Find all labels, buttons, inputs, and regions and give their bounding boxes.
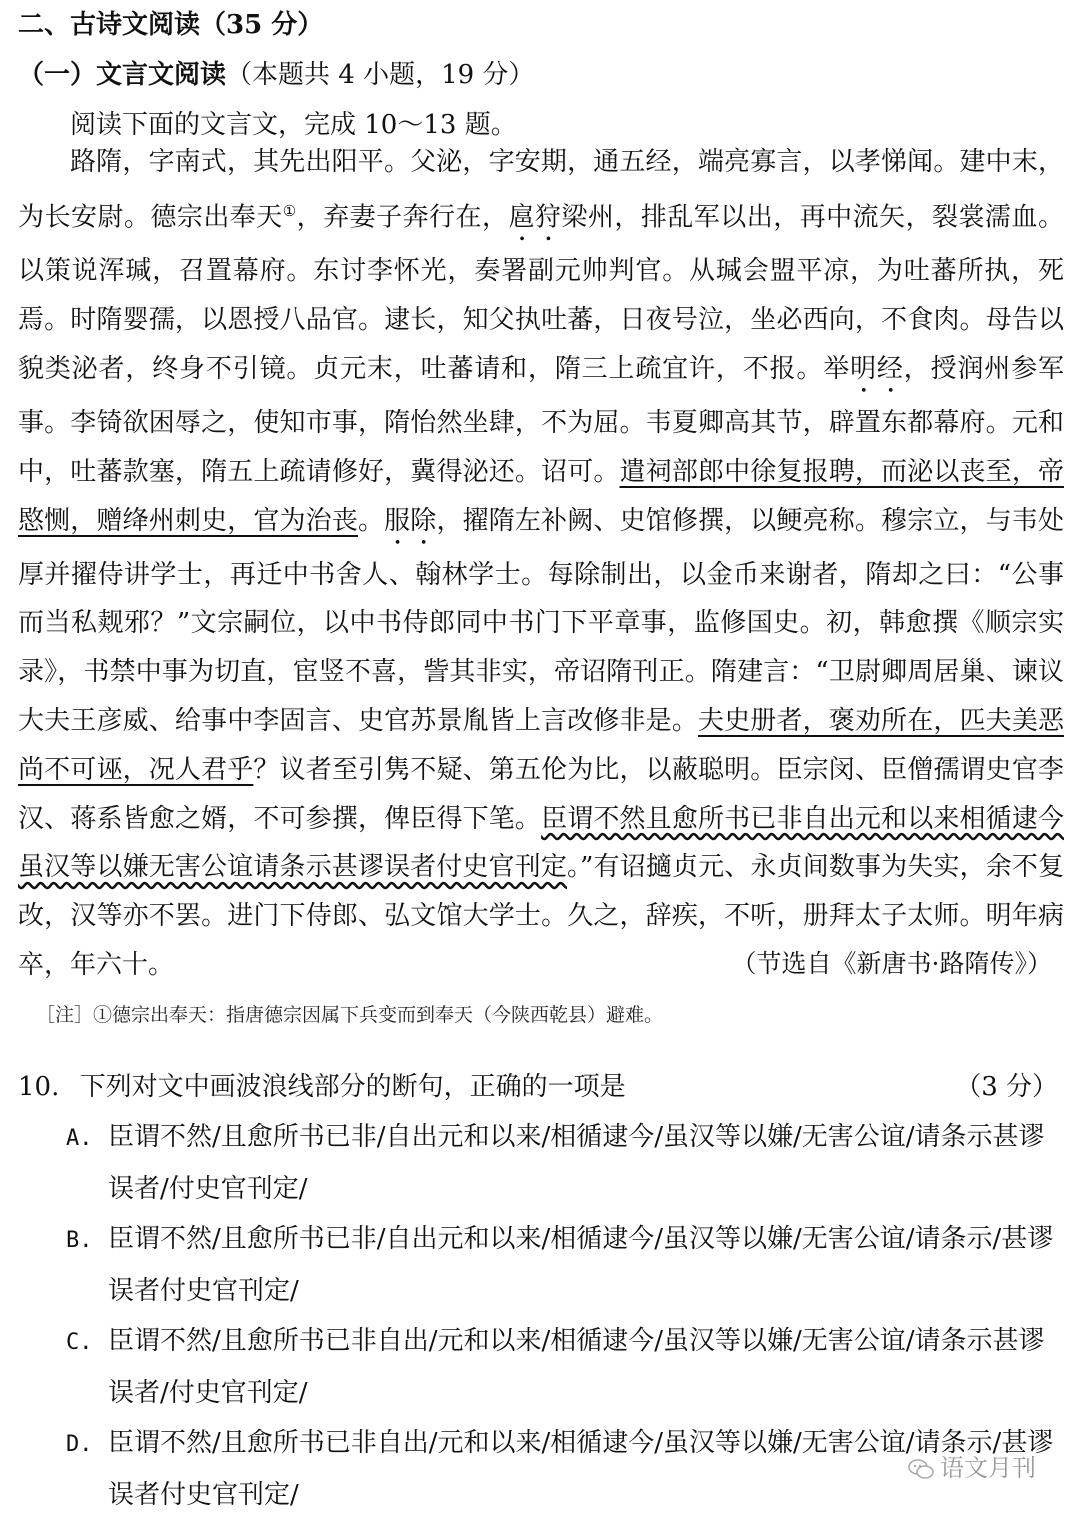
option-text-cont: 误者付史官刊定/: [108, 1276, 299, 1306]
passage-text: 。”有诏擿贞元、永贞间数事为失实，余不复改，汉等亦不罢。进门下侍郎、弘文馆大学士。久之，辞疾，不听，册拜太子太师。明年病卒，年六十。: [18, 852, 1064, 981]
option-label: D.: [66, 1432, 93, 1457]
passage-text: ？议者至引隽不疑、第五伦为比，以蔽聪明。臣宗闵、臣僧孺谓史官李汉、蒋系皆愈之婿，不可参撰，俾臣得下笔。: [18, 754, 1064, 834]
subsection-label: （一）文言文阅读: [18, 60, 227, 90]
wavy-underlined-sentence: 臣谓不然且愈所书已非自出元和以来相循逮今虽汉等以嫌无害公谊请条示甚谬误者付史官刊定: [18, 803, 1064, 883]
option-label: B.: [66, 1228, 93, 1253]
passage-text: 梁州，排乱军以出，再中流矢，裂裳濡血。以策说浑瑊，召置幕府。东讨李怀光，奏署副元帅判官。从瑊会盟平凉，为吐蕃所执，死焉。时隋婴孺，以恩授八品官。逮长，知父执吐蕃，日夜号泣，坐必西向，不食肉。母告以貌类泌者，终身不引镜。贞元末，吐蕃请和，隋三上疏宜许，不报。举: [18, 202, 1064, 385]
option-text: 臣谓不然/且愈所书已非自出/元和以来/相循逮今/虽汉等以嫌/无害公谊/请条示/甚谬: [108, 1428, 1054, 1458]
passage-text: ，弃妻子奔行在，: [296, 202, 509, 233]
subsection-heading: [18, 54, 534, 91]
question-points: （3 分）: [955, 1072, 1058, 1102]
passage-text: 路隋，字南式，其先出阳平。父泌，字安期，通五经，端亮寡言，以孝悌闻。建中末，为长安尉。德宗出奉天: [18, 147, 1064, 233]
option-text-cont: 误者/付史官刊定/: [108, 1378, 308, 1408]
reading-instruction: 阅读下面的文言文，完成 10～13 题。: [70, 110, 517, 140]
question-10: [18, 1066, 1058, 1103]
question-number: 10.: [18, 1072, 60, 1102]
passage-text: ，擢隋左补阙、史馆修撰，以鲠亮称。穆宗立，与韦处厚并擢侍讲学士，再迁中书舍人、翰林学士。每除制出，以金币来谢者，隋却之曰：“公事而当私觌邪？”文宗嗣位，以中书侍郎同中书门下平章事，监修国史。初，韩愈撰《顺宗实录》，书禁中事为切直，宦竖不喜，訾其非实，帝诏隋刊正。隋建言：“卫尉卿周居巢、谏议大夫王彦威、给事中李固言、史官苏景胤皆上言改修非是。: [18, 505, 1064, 737]
wechat-icon: [908, 1458, 934, 1480]
option-text-cont: 误者付史官刊定/: [108, 1480, 299, 1510]
watermark-text: 语文月刊: [940, 1454, 1036, 1482]
option-c[interactable]: [66, 1316, 1066, 1418]
classical-passage: [18, 138, 1064, 990]
underlined-sentence: 遣祠部郎中徐复报聘，而泌以丧至，帝愍恻，赠绛州刺史，官为治丧: [18, 456, 1064, 536]
passage-text: ，授润州参军事。李锜欲困辱之，使知市事，隋怡然坐肆，不为屈。韦夏卿高其节，辟置东都幕府。元和中，吐蕃款塞，隋五上疏请修好，冀得泌还。诏可。: [18, 354, 1064, 487]
option-a[interactable]: [66, 1112, 1066, 1214]
option-text: 臣谓不然/且愈所书已非/自出元和以来/相循逮今/虽汉等以嫌/无害公谊/请条示/甚谬: [108, 1224, 1054, 1254]
option-label: C.: [66, 1330, 93, 1355]
option-label: A.: [66, 1126, 93, 1151]
dotted-word: 扈狩: [508, 202, 562, 233]
question-text: 下列对文中画波浪线部分的断句，正确的一项是: [79, 1072, 626, 1102]
option-b[interactable]: [66, 1214, 1066, 1316]
dotted-word: 明经: [850, 354, 904, 385]
option-text-cont: 误者/付史官刊定/: [108, 1174, 308, 1204]
section-title: 二、古诗文阅读（35 分）: [18, 10, 324, 40]
subsection-detail: （本题共 4 小题，19 分）: [226, 60, 535, 90]
option-text: 臣谓不然/且愈所书已非/自出元和以来/相循逮今/虽汉等以嫌/无害公谊/请条示甚谬: [108, 1122, 1045, 1152]
footnote: ［注］①德宗出奉天：指唐德宗因属下兵变而到奉天（今陕西乾县）避难。: [36, 1004, 664, 1026]
underlined-sentence: 夫史册者，褒劝所在，匹夫美恶尚不可诬，况人君乎: [18, 706, 1064, 785]
option-text: 臣谓不然/且愈所书已非自出/元和以来/相循逮今/虽汉等以嫌/无害公谊/请条示甚谬: [108, 1326, 1045, 1356]
passage-source: （节选自《新唐书·路隋传》）: [731, 949, 1052, 978]
dotted-word: 服除: [384, 505, 437, 536]
footnote-marker: ①: [282, 201, 297, 220]
watermark: [908, 1448, 1036, 1483]
passage-text: 。: [357, 505, 385, 536]
